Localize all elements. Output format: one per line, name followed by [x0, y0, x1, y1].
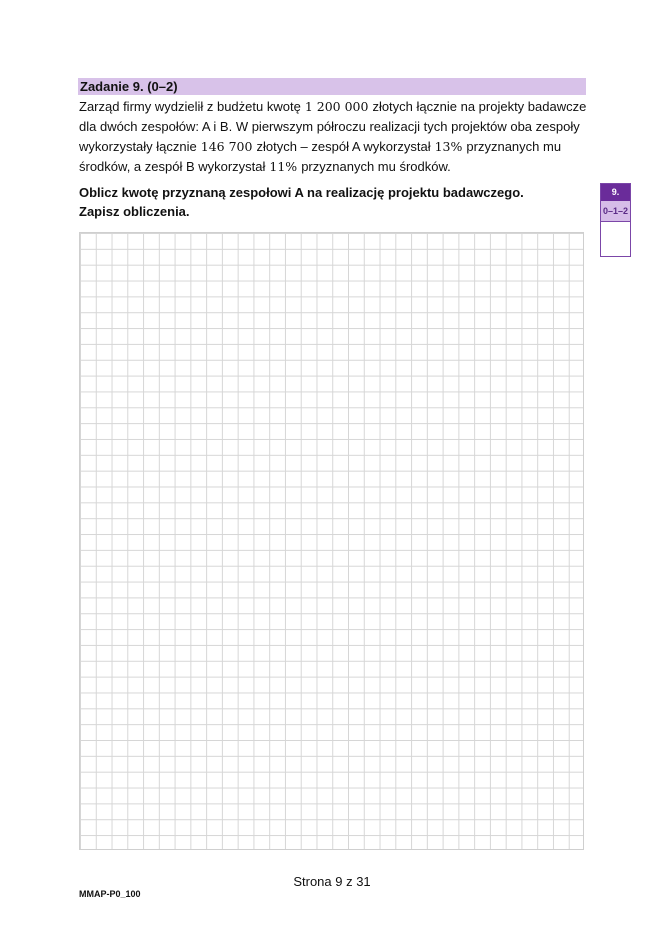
exam-code: MMAP-P0_100: [79, 889, 141, 899]
text: przyznanych mu środków.: [301, 159, 451, 174]
task-title: Zadanie 9. (0–2): [78, 78, 586, 95]
task-text: [79, 97, 589, 177]
text: Zarząd firmy wydzielił z budżetu kwotę: [79, 99, 301, 114]
page-number: Strona 9 z 31: [293, 874, 371, 889]
score-task-number: 9.: [601, 184, 630, 201]
instruction: [79, 183, 524, 221]
text: złotych łącznie na projekty badawcze dla dwóch zespołów: A i B. W pierwszym półroczu realizacji tych projektów oba zespoły wykorzystały łącznie: [79, 99, 587, 154]
instruction-line: Zapisz obliczenia.: [79, 204, 190, 219]
percent: 11%: [269, 159, 298, 174]
score-scale: 0–1–2: [601, 201, 630, 222]
amount: 1 200 000: [304, 99, 369, 114]
text: przyznanych mu środków, a zespół B wykorzystał: [79, 139, 562, 174]
percent: 13%: [434, 139, 463, 154]
instruction-line: Oblicz kwotę przyznaną zespołowi A na realizację projektu badawczego.: [79, 185, 524, 200]
amount: 146 700: [200, 139, 253, 154]
answer-grid[interactable]: [79, 232, 584, 850]
text: złotych – zespół A wykorzystał: [256, 139, 431, 154]
score-box: [600, 183, 631, 257]
score-field[interactable]: [601, 222, 630, 257]
